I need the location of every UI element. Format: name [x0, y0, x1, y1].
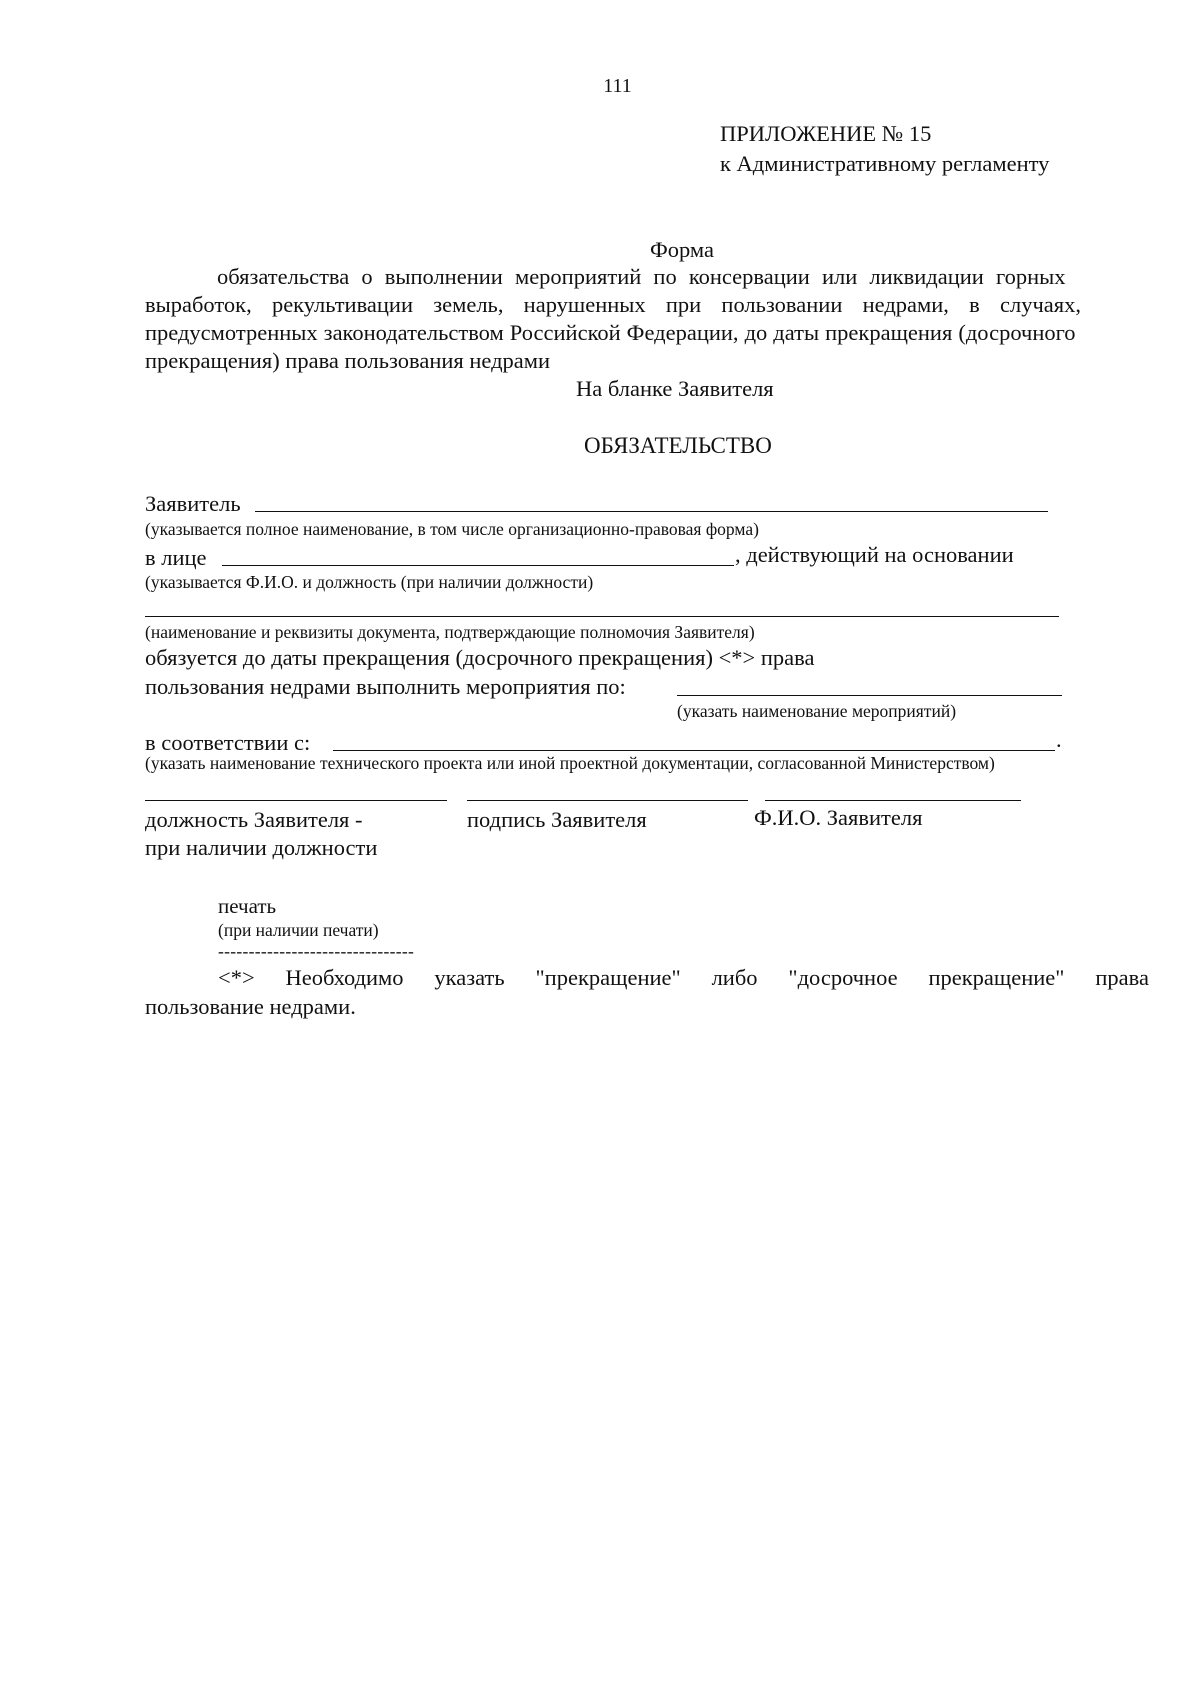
applicant-input-line[interactable] [255, 511, 1048, 512]
position-signature-line[interactable] [145, 800, 447, 801]
compliance-end: . [1056, 727, 1062, 752]
form-description-line-1 [217, 263, 1149, 291]
form-description-line-3: предусмотренных законодательством Российской Федерации, до даты прекращения (досрочного [145, 320, 1076, 345]
page-number: 111 [603, 75, 632, 97]
compliance-label: в соответствии с: [145, 730, 311, 755]
footnote-word: <*> [218, 965, 255, 990]
measures-hint: (указать наименование мероприятий) [677, 701, 957, 721]
form-description-line-2: выработок, рекультивации земель, нарушенных при пользовании недрами, в случаях, [145, 292, 1081, 317]
footnote-word: "прекращение" [535, 965, 681, 990]
footnote-line-2: пользование недрами. [145, 994, 356, 1019]
applicant-hint: (указывается полное наименование, в том числе организационно-правовая форма) [145, 519, 759, 539]
person-input-line[interactable] [222, 565, 734, 566]
obligation-line-1: обязуется до даты прекращения (досрочного прекращения) <*> права [145, 645, 815, 670]
footnote-word: либо [711, 965, 758, 990]
footnote-line-1 [218, 964, 1149, 992]
stamp-hint: (при наличии печати) [218, 920, 379, 940]
compliance-input-line[interactable] [333, 750, 1055, 751]
footnote-word: права [1095, 965, 1149, 990]
obligation-line-2: пользования недрами выполнить мероприятия по: [145, 674, 626, 699]
person-suffix: , действующий на основании [735, 542, 1014, 567]
position-label-line-1: должность Заявителя - [145, 807, 363, 832]
appendix-subtitle: к Административному регламенту [720, 151, 1050, 176]
position-label-line-2: при наличии должности [145, 835, 378, 860]
person-label: в лице [145, 545, 207, 570]
footnote-word: Необходимо [285, 965, 404, 990]
document-title: ОБЯЗАТЕЛЬСТВО [584, 433, 772, 458]
person-hint: (указывается Ф.И.О. и должность (при наличии должности) [145, 572, 594, 592]
measures-input-line[interactable] [677, 695, 1062, 696]
applicant-name-line[interactable] [765, 800, 1021, 801]
footnote-separator: -------------------------------- [218, 941, 415, 961]
appendix-title: ПРИЛОЖЕНИЕ № 15 [720, 121, 932, 146]
footnote-word: прекращение" [928, 965, 1065, 990]
authority-document-input-line[interactable] [145, 616, 1059, 617]
signature-label: подпись Заявителя [467, 807, 647, 832]
project-hint: (указать наименование технического проекта или иной проектной документации, согласованной Министерством) [145, 753, 995, 773]
footnote-word: указать [434, 965, 505, 990]
authority-document-hint: (наименование и реквизиты документа, подтверждающие полномочия Заявителя) [145, 622, 755, 642]
applicant-label: Заявитель [145, 491, 241, 516]
form-description-line-4: прекращения) права пользования недрами [145, 348, 551, 373]
name-label: Ф.И.О. Заявителя [754, 805, 923, 830]
form-title: Форма [650, 237, 715, 262]
footnote-word: "досрочное [788, 965, 898, 990]
letterhead-note: На бланке Заявителя [576, 376, 774, 401]
applicant-signature-line[interactable] [467, 800, 748, 801]
description-text: обязательства о выполнении мероприятий по консервации или ликвидации горных [217, 264, 1066, 289]
stamp-label: печать [218, 894, 277, 918]
